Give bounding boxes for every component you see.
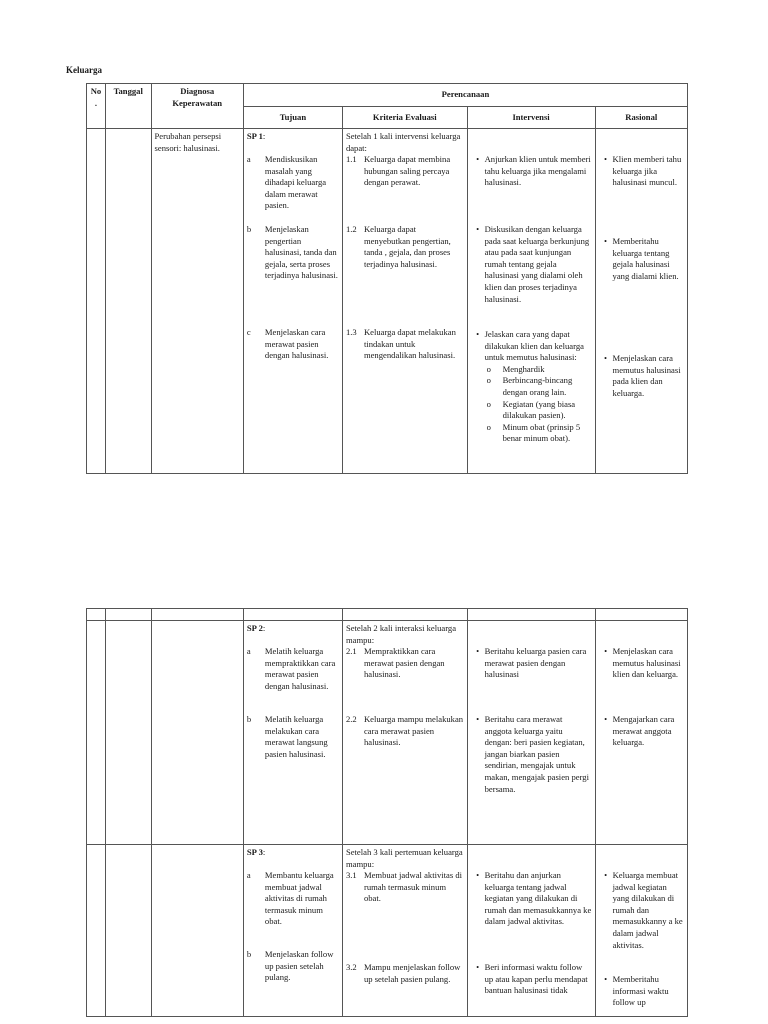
section-heading: Keluarga bbox=[66, 65, 102, 75]
col-rasional: Rasional bbox=[595, 107, 687, 129]
rationale-item: • Memberitahu informasi waktu follow up bbox=[604, 974, 669, 1008]
cell-tujuan bbox=[243, 845, 342, 1017]
rationale-item: • Menjelaskan cara memutus halusinasi pada klien dan keluarga. bbox=[604, 353, 681, 398]
cell-kriteria bbox=[342, 845, 467, 1017]
blank-cell bbox=[151, 609, 243, 621]
rationale-item: • Klien memberi tahu keluarga jika halusinasi muncul. bbox=[604, 154, 682, 188]
goal-item: a Mendiskusikan masalah yang dihadapi keluarga dalam merawat pasien. bbox=[246, 154, 327, 211]
kriteria-intro: Setelah 2 kali interaksi keluarga mampu: bbox=[345, 623, 457, 645]
cell-diagnosa bbox=[151, 621, 243, 845]
sp-colon: : bbox=[262, 847, 266, 857]
col-kriteria: Kriteria Evaluasi bbox=[342, 107, 467, 129]
blank-cell bbox=[243, 609, 342, 621]
rationale-item: • Mengajarkan cara merawat anggota keluarga. bbox=[604, 714, 675, 748]
cell-tanggal bbox=[105, 845, 151, 1017]
kriteria-intro: Setelah 1 kali intervensi keluarga dapat: bbox=[345, 131, 461, 153]
criteria-item: 1.2 Keluarga dapat menyebutkan pengertian, tanda , gejala, dan proses terjadinya halusinasi. bbox=[345, 224, 451, 269]
cell-tujuan bbox=[243, 621, 342, 845]
criteria-item: 3.1 Membuat jadwal aktivitas di rumah termasuk minum obat. bbox=[345, 870, 463, 904]
goal-item: c Menjelaskan cara merawat pasien dengan halusinasi. bbox=[246, 327, 329, 361]
criteria-item: 1.1 Keluarga dapat membina hubungan saling percaya dengan perawat. bbox=[345, 154, 451, 188]
sp-colon: : bbox=[262, 623, 266, 633]
cell-kriteria bbox=[342, 621, 467, 845]
cell-tujuan bbox=[243, 129, 342, 474]
rationale-item: • Menjelaskan cara memutus halusinasi klien dan keluarga. bbox=[604, 646, 681, 680]
care-plan-table-1 bbox=[86, 83, 688, 474]
cell-diagnosa bbox=[151, 129, 243, 474]
kriteria-intro: Setelah 3 kali pertemuan keluarga mampu: bbox=[345, 847, 463, 869]
criteria-item: 1.3 Keluarga dapat melakukan tindakan untuk mengendalikan halusinasi. bbox=[345, 327, 456, 361]
cell-intervensi bbox=[467, 845, 595, 1017]
sp-colon: : bbox=[262, 131, 266, 141]
sub-item: o Menghardik bbox=[486, 363, 545, 374]
cell-rasional bbox=[595, 129, 687, 474]
cell-intervensi bbox=[467, 621, 595, 845]
intervention-item: • Jelaskan cara yang dapat dilakukan klien dan keluarga untuk memutus halusinasi: o Menghardik o Berbincang-bincang dengan orang lain. o Kegiatan (yang biasa dilakukan pasien). o Minum obat (prinsip 5 benar minum obat). bbox=[471, 329, 592, 445]
cell-tanggal bbox=[105, 621, 151, 845]
sp-title: SP 3 bbox=[246, 847, 263, 857]
goal-item: b Melatih keluarga melakukan cara merawat langsung pasien halusinasi. bbox=[246, 714, 328, 759]
sub-item: o Berbincang-bincang dengan orang lain. bbox=[486, 375, 573, 397]
intervention-item: • Beritahu dan anjurkan keluarga tentang jadwal kegiatan yang dilakukan di rumah dan memasukkannya ke dalam jadwal aktivitas. bbox=[476, 870, 592, 927]
col-perencanaan: Perencanaan bbox=[243, 84, 687, 107]
cell-no bbox=[87, 845, 106, 1017]
blank-cell bbox=[87, 609, 106, 621]
sub-item: o Minum obat (prinsip 5 benar minum obat). bbox=[486, 421, 581, 444]
cell-diagnosa bbox=[151, 845, 243, 1017]
blank-cell bbox=[105, 609, 151, 621]
cell-kriteria bbox=[342, 129, 467, 474]
cell-rasional bbox=[595, 845, 687, 1017]
intervention-item: • Beritahu keluarga pasien cara merawat pasien dengan halusinasi bbox=[476, 646, 587, 680]
col-tujuan: Tujuan bbox=[243, 107, 342, 129]
blank-cell bbox=[595, 609, 687, 621]
care-plan-table-2 bbox=[86, 608, 688, 1017]
criteria-item: 2.1 Mempraktikkan cara merawat pasien dengan halusinasi. bbox=[345, 646, 445, 680]
diagnosa-text: Perubahan persepsi sensori: halusinasi. bbox=[154, 131, 222, 153]
goal-item: b Menjelaskan pengertian halusinasi, tanda dan gejala, serta proses terjadinya halusinasi. bbox=[246, 224, 338, 281]
blank-cell bbox=[467, 609, 595, 621]
rationale-item: • Keluarga membuat jadwal kegiatan yang dilakukan di rumah dan memasukkanny a ke dalam jadwal aktivitas. bbox=[604, 870, 683, 950]
criteria-item: 3.2 Mampu menjelaskan follow up setelah pasien pulang. bbox=[345, 962, 461, 984]
goal-item: a Membantu keluarga membuat jadwal aktivitas di rumah termasuk minum obat. bbox=[246, 870, 334, 927]
goal-item: b Menjelaskan follow up pasien setelah pulang. bbox=[246, 949, 334, 983]
col-diagnosa: Diagnosa Keperawatan bbox=[151, 84, 243, 129]
intervention-item: • Diskusikan dengan keluarga pada saat keluarga berkunjung atau pada saat kunjungan rumah tentang gejala halusinasi yang dialami oleh klien dan proses terjadinya halusinasi. bbox=[476, 224, 590, 304]
criteria-item: 2.2 Keluarga mampu melakukan cara merawat pasien halusinasi. bbox=[345, 714, 464, 748]
intervention-item: • Beri informasi waktu follow up atau kapan perlu mendapat bantuan halusinasi tidak bbox=[476, 962, 588, 996]
intervention-item: • Beritahu cara merawat anggota keluarga yaitu dengan: beri pasien kegiatan, jangan biarkan pasien sendirian, mengajak untuk makan, mengajak pasien pergi bersama. bbox=[476, 714, 589, 794]
col-tanggal: Tanggal bbox=[105, 84, 151, 129]
intervention-item: • Anjurkan klien untuk memberi tahu keluarga jika mengalami halusinasi. bbox=[476, 154, 591, 188]
cell-tanggal bbox=[105, 129, 151, 474]
sub-item: o Kegiatan (yang biasa dilakukan pasien). bbox=[486, 398, 576, 421]
col-intervensi: Intervensi bbox=[467, 107, 595, 129]
cell-intervensi bbox=[467, 129, 595, 474]
cell-no bbox=[87, 129, 106, 474]
goal-item: a Melatih keluarga mempraktikkan cara merawat pasien dengan halusinasi. bbox=[246, 646, 336, 691]
blank-cell bbox=[342, 609, 467, 621]
cell-no bbox=[87, 621, 106, 845]
sp-title: SP 2 bbox=[246, 623, 263, 633]
cell-rasional bbox=[595, 621, 687, 845]
rationale-item: • Memberitahu keluarga tentang gejala halusinasi yang dialami klien. bbox=[604, 236, 679, 281]
col-no: No . bbox=[87, 84, 106, 129]
sp-title: SP 1 bbox=[246, 131, 263, 141]
